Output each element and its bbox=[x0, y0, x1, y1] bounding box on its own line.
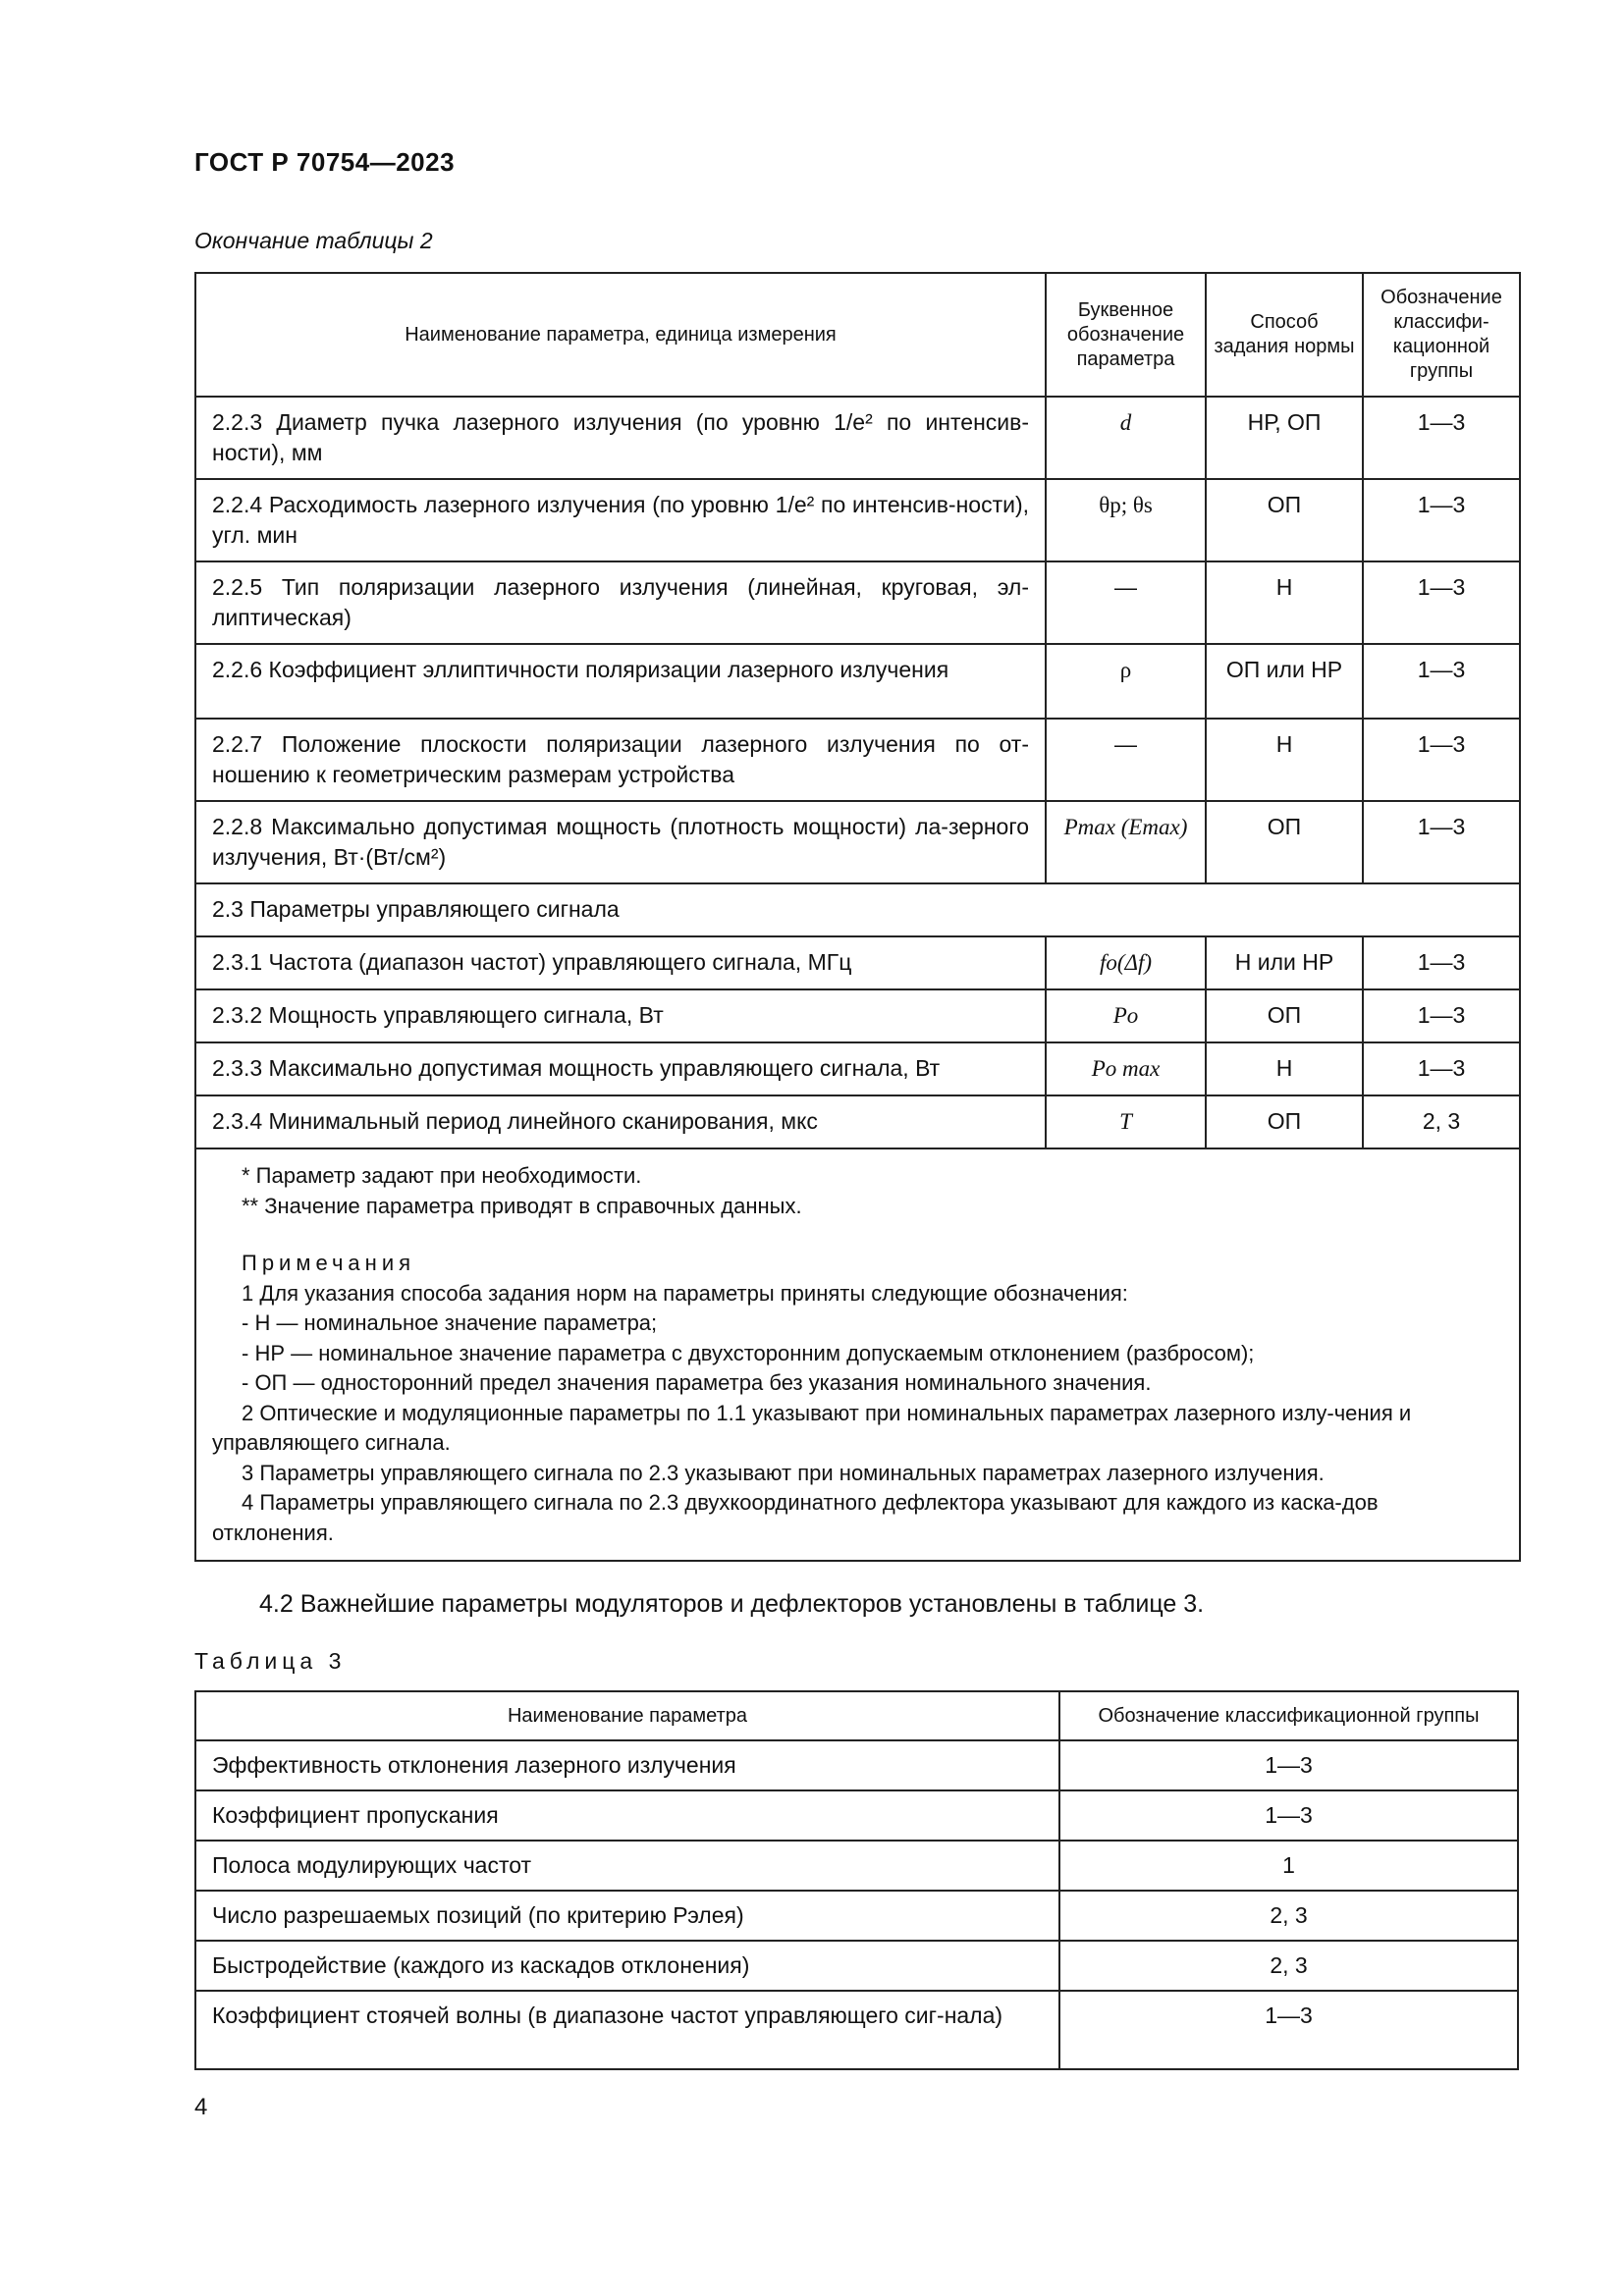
param-symbol: fo(Δf) bbox=[1046, 936, 1206, 989]
param-group: 1—3 bbox=[1363, 989, 1520, 1042]
param-name: Эффективность отклонения лазерного излучения bbox=[195, 1740, 1059, 1790]
param-symbol: Pmax (Emax) bbox=[1046, 801, 1206, 883]
table-row bbox=[195, 1841, 1518, 1891]
table-row bbox=[195, 1941, 1518, 1991]
param-symbol: — bbox=[1046, 561, 1206, 644]
header-method: Способ задания нормы bbox=[1206, 273, 1363, 397]
footnote-1: * Параметр задают при необходимости. bbox=[242, 1163, 642, 1188]
param-method: ОП bbox=[1206, 801, 1363, 883]
table-row bbox=[195, 801, 1520, 883]
param-group: 1—3 bbox=[1363, 719, 1520, 801]
header-group: Обозначение классифи-кационной группы bbox=[1363, 273, 1520, 397]
param-name: Коэффициент стоячей волны (в диапазоне частот управляющего сиг-нала) bbox=[195, 1991, 1059, 2069]
param-group: 1—3 bbox=[1363, 479, 1520, 561]
param-group: 2, 3 bbox=[1363, 1095, 1520, 1148]
param-symbol: — bbox=[1046, 719, 1206, 801]
param-symbol: ρ bbox=[1046, 644, 1206, 719]
note-3: 3 Параметры управляющего сигнала по 2.3 указывают при номинальных параметрах лазерного излучения. bbox=[242, 1460, 1325, 1485]
footnote-2: ** Значение параметра приводят в справочных данных. bbox=[242, 1193, 802, 1218]
param-method: ОП bbox=[1206, 479, 1363, 561]
param-group: 2, 3 bbox=[1059, 1941, 1518, 1991]
param-group: 1—3 bbox=[1059, 1740, 1518, 1790]
table2-header-row bbox=[195, 273, 1520, 397]
header-symbol: Буквенное обозначение параметра bbox=[1046, 273, 1206, 397]
table-row bbox=[195, 989, 1520, 1042]
notes-title: Примечания bbox=[242, 1251, 416, 1275]
table-row bbox=[195, 479, 1520, 561]
param-symbol: Po max bbox=[1046, 1042, 1206, 1095]
param-name: 2.3.4 Минимальный период линейного сканирования, мкс bbox=[195, 1095, 1046, 1148]
param-group: 1—3 bbox=[1363, 1042, 1520, 1095]
param-symbol: T bbox=[1046, 1095, 1206, 1148]
table-row bbox=[195, 1991, 1518, 2069]
note-1: 1 Для указания способа задания норм на параметры приняты следующие обозначения: bbox=[242, 1280, 1128, 1306]
param-method: НР, ОП bbox=[1206, 397, 1363, 479]
param-group: 1—3 bbox=[1059, 1991, 1518, 2069]
table3-caption: Таблица 3 bbox=[194, 1648, 347, 1674]
param-name: 2.2.5 Тип поляризации лазерного излучения (линейная, круговая, эл-липтическая) bbox=[195, 561, 1046, 644]
param-group: 1—3 bbox=[1363, 801, 1520, 883]
table-row bbox=[195, 1790, 1518, 1841]
param-name: 2.2.6 Коэффициент эллиптичности поляризации лазерного излучения bbox=[195, 644, 1046, 719]
page-number: 4 bbox=[194, 2094, 208, 2120]
param-method: Н bbox=[1206, 719, 1363, 801]
table2-caption: Окончание таблицы 2 bbox=[194, 228, 433, 253]
param-group: 2, 3 bbox=[1059, 1891, 1518, 1941]
table-notes-row bbox=[195, 1148, 1520, 1561]
param-method: ОП или НР bbox=[1206, 644, 1363, 719]
note-4: 4 Параметры управляющего сигнала по 2.3 двухкоординатного дефлектора указывают для каждого из каскa-дов отклонения. bbox=[212, 1490, 1379, 1545]
param-symbol: θp; θs bbox=[1046, 479, 1206, 561]
table-section-row bbox=[195, 883, 1520, 936]
param-name: Коэффициент пропускания bbox=[195, 1790, 1059, 1841]
param-method: Н или НР bbox=[1206, 936, 1363, 989]
param-group: 1—3 bbox=[1059, 1790, 1518, 1841]
table-row bbox=[195, 644, 1520, 719]
param-name: 2.2.7 Положение плоскости поляризации лазерного излучения по от-ношению к геометрическим размерам устройства bbox=[195, 719, 1046, 801]
param-method: Н bbox=[1206, 561, 1363, 644]
param-name: 2.2.8 Максимально допустимая мощность (плотность мощности) ла-зерного излучения, Вт·(Вт/см²) bbox=[195, 801, 1046, 883]
header-group: Обозначение классификационной группы bbox=[1059, 1691, 1518, 1740]
param-name: Быстродействие (каждого из каскадов отклонения) bbox=[195, 1941, 1059, 1991]
table-notes bbox=[195, 1148, 1520, 1561]
header-param-name: Наименование параметра, единица измерения bbox=[195, 273, 1046, 397]
table-row bbox=[195, 1740, 1518, 1790]
table-row bbox=[195, 719, 1520, 801]
param-group: 1—3 bbox=[1363, 561, 1520, 644]
param-group: 1—3 bbox=[1363, 644, 1520, 719]
header-param-name: Наименование параметра bbox=[195, 1691, 1059, 1740]
table-2 bbox=[194, 272, 1521, 1562]
table-row bbox=[195, 1095, 1520, 1148]
note-1-op: - ОП — односторонний предел значения параметра без указания номинального значения. bbox=[242, 1370, 1152, 1395]
table-row bbox=[195, 397, 1520, 479]
param-group: 1—3 bbox=[1363, 936, 1520, 989]
table-row bbox=[195, 1891, 1518, 1941]
param-method: Н bbox=[1206, 1042, 1363, 1095]
section-title: 2.3 Параметры управляющего сигнала bbox=[195, 883, 1520, 936]
note-1-h: - Н — номинальное значение параметра; bbox=[242, 1310, 658, 1335]
paragraph-4-2: 4.2 Важнейшие параметры модуляторов и дефлекторов установлены в таблице 3. bbox=[259, 1590, 1205, 1618]
document-id: ГОСТ Р 70754—2023 bbox=[194, 147, 456, 177]
table-row bbox=[195, 1042, 1520, 1095]
notes-spacer bbox=[212, 1221, 1503, 1249]
param-name: Число разрешаемых позиций (по критерию Рэлея) bbox=[195, 1891, 1059, 1941]
table-3 bbox=[194, 1690, 1519, 2070]
table-row bbox=[195, 561, 1520, 644]
note-1-hp: - НР — номинальное значение параметра с двухсторонним допускаемым отклонением (разбросом); bbox=[242, 1340, 1255, 1365]
note-2: 2 Оптические и модуляционные параметры по 1.1 указывают при номинальных параметрах лазерного излу-чения и управляющего сигнала. bbox=[212, 1400, 1412, 1455]
param-name: 2.2.3 Диаметр пучка лазерного излучения (по уровню 1/e² по интенсив-ности), мм bbox=[195, 397, 1046, 479]
param-symbol: d bbox=[1046, 397, 1206, 479]
param-group: 1 bbox=[1059, 1841, 1518, 1891]
table-row bbox=[195, 936, 1520, 989]
param-method: ОП bbox=[1206, 989, 1363, 1042]
param-name: 2.3.1 Частота (диапазон частот) управляющего сигнала, МГц bbox=[195, 936, 1046, 989]
param-name: 2.2.4 Расходимость лазерного излучения (по уровню 1/e² по интенсив-ности), угл. мин bbox=[195, 479, 1046, 561]
param-method: ОП bbox=[1206, 1095, 1363, 1148]
param-name: 2.3.2 Мощность управляющего сигнала, Вт bbox=[195, 989, 1046, 1042]
param-symbol: Po bbox=[1046, 989, 1206, 1042]
table3-header-row bbox=[195, 1691, 1518, 1740]
param-group: 1—3 bbox=[1363, 397, 1520, 479]
param-name: 2.3.3 Максимально допустимая мощность управляющего сигнала, Вт bbox=[195, 1042, 1046, 1095]
param-name: Полоса модулирующих частот bbox=[195, 1841, 1059, 1891]
